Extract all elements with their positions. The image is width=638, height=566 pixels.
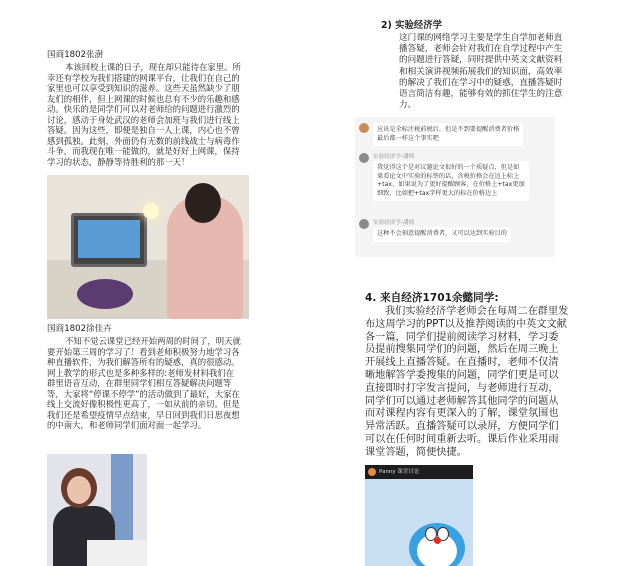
post1-body: 本该回校上课的日子，现在却只能待在家里。所 幸还有学校为我们搭建的网课平台，让我们在自己的 家里也可以享受到知识的滋养。这些天虽然缺少了朋 友们的相伴，但上网课的时候也总有不少的乐趣和感 动。快乐的是同学们可以对老师给的问题进行激烈的 讨论，感动于身处武汉的老师会加班与我们进行线上 答疑。因为这些，即便是独自一人上课，内心也不曾 感到孤独。此刻，外面仍有无数的前线战士与病毒作 斗争，而我现在唯一能做的，就是好好上网课，保持 学习的状态，静静等待胜利的那一天！ — [47, 62, 241, 167]
section4-body: 我们实验经济学老师会在每周二在群里发 布这周学习的PPT以及推荐阅读的中英文文献 各一篇，同学们提前阅读学习材料，学习委 员提前搜集同学们的问题，然后在周三晚上 开展线上直播答疑。在直播时，老师不仅清 晰地解答学委搜集的问题，同学们更是可以 直接即时打字发言提问，与老师进行互动， 同学们可以通过老师解答其他同学的问题从 而对课程内容有更深入的了解，课堂氛围也 异常活跃。直播答疑可以录屏，方便同学们 可以在任何时间重新去听。课后作业采用雨 课堂答题，简便快捷。 — [365, 306, 569, 458]
student-photo-writing — [47, 454, 147, 566]
lamp — [143, 203, 159, 219]
student-photo-laptop — [47, 175, 249, 319]
left-column — [0, 0, 318, 566]
chat-message — [359, 123, 523, 146]
chat-bubble: 我觉得这个是对议题论文很好的一个质疑点，但是如 果看论文中实验的标签的话，含税价格会在边上标上 +tax，如果说为了更好提醒顾客，在价格上+tax更加 细致，比如把+tax字样更大的标在价格边上 — [373, 161, 529, 201]
post2-author: 国商1802徐佳卉 — [47, 324, 112, 334]
post2-body: 不知不觉云课堂已经开始两周的时间了，明天就 要开始第三周的学习了！看到老师积极努力地学习各 种直播软件，为我们解答所有的疑惑，真的很感动。 网上教学的形式也是多种多样的:老师发材料我们在 群里语音互动，在群里同学们相互答疑解决问题等 等，大家将“停课不停学”的活动做到了最好，大家在 线上交流好像积极性更高了，一如从前的亲切。但是 我们还是希望疫情早点结束，早日回到我们日思夜想 的中南大，和老师同学们面对面一起学习。 — [47, 336, 241, 430]
chat-bubble: 应该是全标注税前税后，但是不到要提醒消费者价格 最后都一样这个事实吧 — [373, 123, 523, 146]
section2-body: 这门课的网络学习主要是学生自学加老师直 播答疑，老师会针对我们在自学过程中产生 的问题进行答疑，同时提供中英文文献资料 和相关演讲视频拓展我们的知识面，高效率 的解决了我们在学习中的疑惑，直播答疑时 语言简洁有趣，能够有效的抓住学生的注意 力。 — [399, 33, 563, 111]
section2-heading: 2) 实验经济学 — [381, 20, 442, 31]
laptop-screen — [78, 220, 140, 258]
chat-message — [359, 219, 511, 242]
chat-sender: 实验经济学-潘椅 — [373, 220, 415, 226]
mouse-pad — [77, 279, 133, 309]
avatar — [359, 219, 369, 229]
chat-message-content — [373, 219, 511, 242]
stream-top-text: Panny 课堂讨论 — [379, 469, 420, 475]
chat-message — [359, 153, 529, 201]
chat-screenshot — [355, 117, 555, 257]
student-head — [185, 183, 221, 223]
avatar — [368, 468, 376, 476]
live-stream-screenshot — [365, 465, 473, 566]
chat-sender: 实验经济学-潘椅 — [373, 154, 415, 160]
section4-heading: 4. 来自经济1701余懿同学: — [365, 292, 499, 304]
right-column — [355, 0, 638, 566]
chat-bubble: 这种不会刻意提醒消费者，又可以达到实验目的 — [373, 227, 511, 242]
post1-author: 国商1802张澍 — [47, 50, 104, 60]
avatar — [359, 153, 369, 163]
laptop — [71, 213, 147, 267]
desk — [87, 540, 147, 566]
doraemon-nose — [434, 537, 441, 544]
chat-message-content — [373, 153, 529, 201]
avatar — [359, 123, 369, 133]
student-face — [67, 476, 91, 504]
